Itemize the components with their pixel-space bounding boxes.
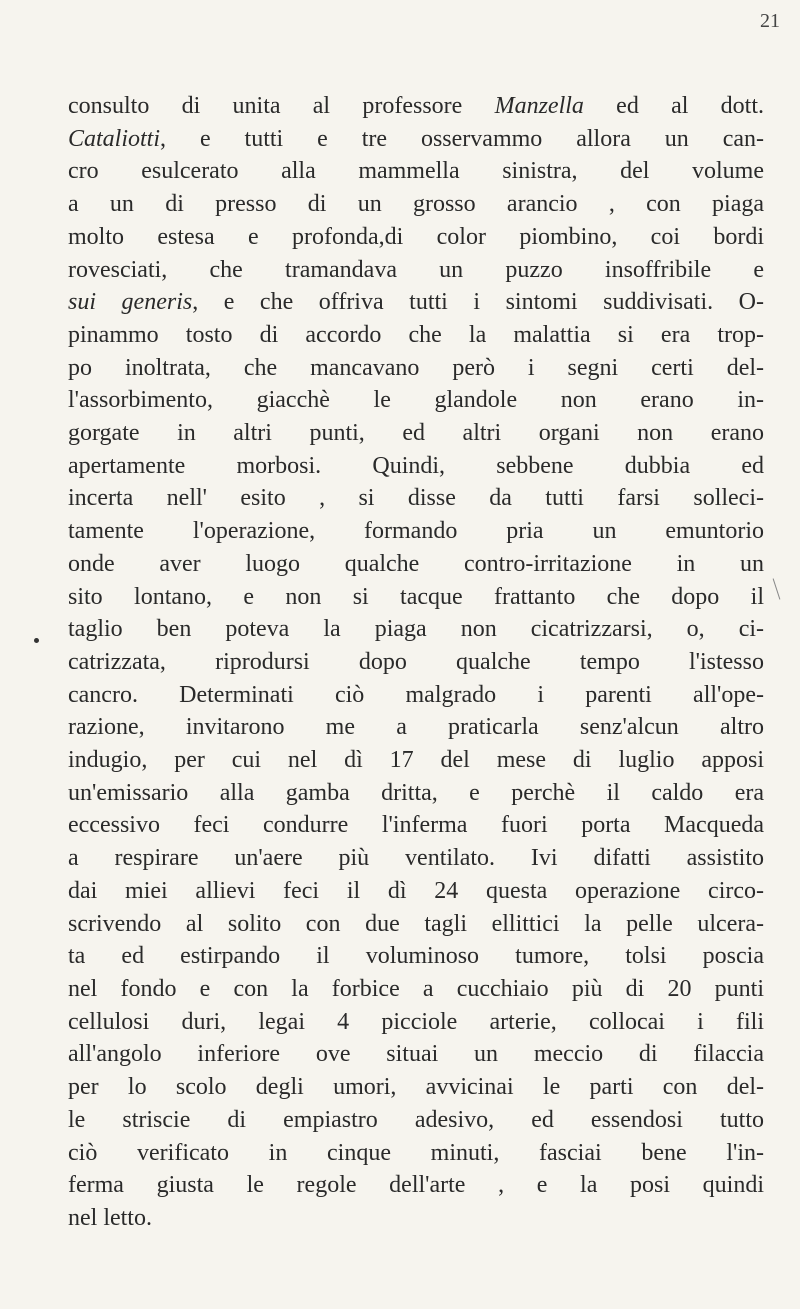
text-line-33: ciò verificato in cinque minuti, fasciai bene l'in- [68, 1139, 764, 1166]
margin-ink-dot [34, 638, 39, 643]
text-line-3: cro esulcerato alla mammella sinistra, del volume [68, 158, 764, 185]
name-cataliotti: Cataliotti [68, 125, 161, 152]
text-line-6: rovesciati, che tramandava un puzzo insoffribile e [68, 256, 764, 283]
line-1-end: ed al dott. [616, 93, 765, 119]
text-line-8: pinammo tosto di accordo che la malattia si era trop- [68, 321, 764, 348]
text-line-25: dai miei allievi feci il dì 24 questa operazione circo- [68, 877, 764, 904]
text-line-11: gorgate in altri punti, ed altri organi non erano [68, 420, 764, 447]
text-line-27: ta ed estirpando il voluminoso tumore, tolsi poscia [68, 943, 764, 970]
text-line-28: nel fondo e con la forbice a cucchiaio più di 20 punti [68, 975, 764, 1002]
text-line-15: onde aver luogo qualche contro-irritazione in un [68, 550, 764, 577]
text-line-1 [68, 90, 764, 123]
text-line-30: all'angolo inferiore ove situai un meccio di filaccia [68, 1041, 764, 1068]
text-line-16: sito lontano, e non si tacque frattanto che dopo il [68, 583, 764, 610]
text-line-5: molto estesa e profonda,di color piombino, coi bordi [68, 223, 764, 250]
text-line-12: apertamente morbosi. Quindi, sebbene dubbia ed [68, 452, 764, 479]
text-line-10: l'assorbimento, giacchè le glandole non erano in- [68, 387, 764, 414]
text-line-21: indugio, per cui nel dì 17 del mese di luglio apposi [68, 747, 764, 774]
name-manzella: Manzella [494, 93, 584, 119]
text-line-14: tamente l'operazione, formando pria un emuntorio [68, 518, 764, 545]
text-line-35: nel letto. [68, 1204, 152, 1231]
text-line-23: eccessivo feci condurre l'inferma fuori porta Macqueda [68, 812, 764, 839]
page-number: 21 [760, 10, 780, 32]
text-line-34: ferma giusta le regole dell'arte , e la posi quindi [68, 1172, 764, 1199]
text-line-26: scrivendo al solito con due tagli ellittici la pelle ulcera- [68, 910, 764, 937]
text-line-29: cellulosi duri, legai 4 picciole arterie, collocai i fili [68, 1008, 764, 1035]
text-line-4: a un di presso di un grosso arancio , con piaga [68, 191, 764, 218]
margin-pencil-mark [773, 578, 781, 599]
body-text [68, 90, 764, 1235]
text-line-20: razione, invitarono me a praticarla senz'alcun altro [68, 714, 764, 741]
text-line-19: cancro. Determinati ciò malgrado i parenti all'ope- [68, 681, 764, 708]
text-line-32: le striscie di empiastro adesivo, ed essendosi tutto [68, 1106, 764, 1133]
text-line-31: per lo scolo degli umori, avvicinai le parti con del- [68, 1074, 764, 1101]
latin-phrase: sui generis [68, 289, 193, 316]
text-line-18: catrizzata, riprodursi dopo qualche tempo l'istesso [68, 648, 764, 675]
text-line-7 [68, 286, 764, 319]
line-7-rest: , e che offriva tutti i sintomi suddivisati. O- [192, 289, 764, 316]
line-2-rest: , e tutti e tre osservammo allora un can- [160, 125, 764, 152]
text-line-9: po inoltrata, che mancavano però i segni certi del- [68, 354, 764, 381]
line-1-start: consulto di unita al professore [68, 93, 463, 119]
text-line-22: un'emissario alla gamba dritta, e perchè il caldo era [68, 779, 764, 806]
text-line-13: incerta nell' esito , si disse da tutti farsi solleci- [68, 485, 764, 512]
text-line-17: taglio ben poteva la piaga non cicatrizzarsi, o, ci- [68, 616, 764, 643]
text-line-2 [68, 123, 764, 156]
text-line-24: a respirare un'aere più ventilato. Ivi difatti assistito [68, 845, 764, 872]
